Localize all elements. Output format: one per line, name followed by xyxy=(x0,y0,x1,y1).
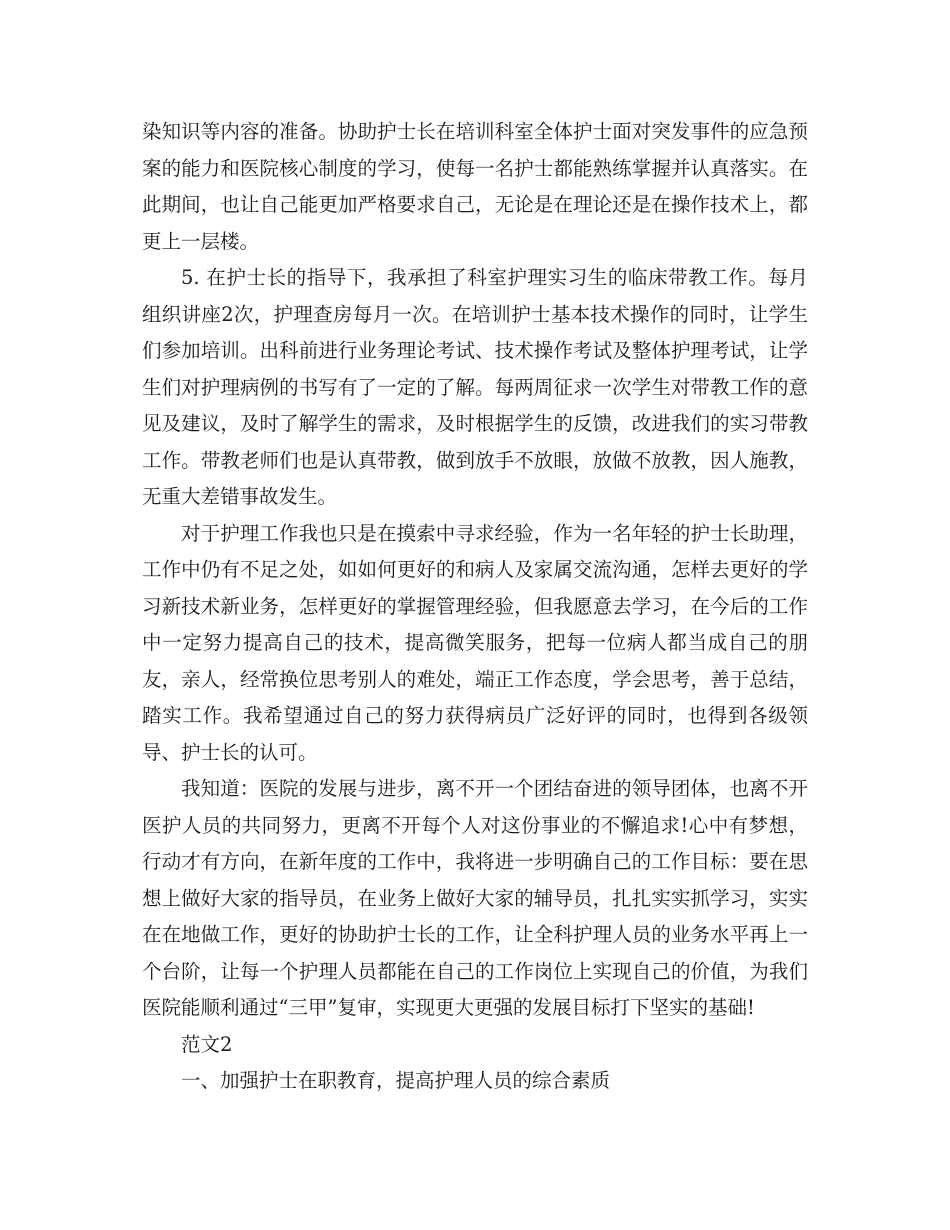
subheading-in-service-education: 一、加强护士在职教育，提高护理人员的综合素质 xyxy=(181,1069,611,1092)
paragraph-item-5: 5. 在护士长的指导下，我承担了科室护理实习生的临床带教工作。每月组织讲座2次，护理查房每月一次。在培训护士基本技术操作的同时，让学生们参加培训。出科前进行业务理论考试、技术操作考试及整体护理考试，让学生们对护理病例的书写有了一定的了解。每两周征求一次学生对带教工作的意见及建议，及时了解学生的需求，及时根据学生的反馈，改进我们的实习带教工作。带教老师们也是认真带教，做到放手不放眼，放做不放教，因人施教，无重大差错事故发生。 xyxy=(142,266,808,508)
paragraph-continuation: 染知识等内容的准备。协助护士长在培训科室全体护士面对突发事件的应急预案的能力和医院核心制度的学习，使每一名护士都能熟练掌握并认真落实。在此期间，也让自己能更加严格要求自己，无论是在理论还是在操作技术上，都更上一层楼。 xyxy=(142,120,808,253)
paragraph-reflection: 对于护理工作我也只是在摸索中寻求经验，作为一名年轻的护士长助理，工作中仍有不足之处，如如何更好的和病人及家属交流沟通，怎样去更好的学习新技术新业务，怎样更好的掌握管理经验，但我愿意去学习，在今后的工作中一定努力提高自己的技术，提高微笑服务，把每一位病人都当成自己的朋友，亲人，经常换位思考别人的难处，端正工作态度，学会思考，善于总结，踏实工作。我希望通过自己的努力获得病员广泛好评的同时，也得到各级领导、护士长的认可。 xyxy=(142,521,808,764)
document-body xyxy=(142,114,808,1100)
section-heading-sample-2: 范文2 xyxy=(181,1032,233,1056)
paragraph-goals: 我知道：医院的发展与进步，离不开一个团结奋进的领导团体，也离不开医护人员的共同努力，更离不开每个人对这份事业的不懈追求!心中有梦想，行动才有方向，在新年度的工作中，我将进一步明确自己的工作目标：要在思想上做好大家的指导员，在业务上做好大家的辅导员，扎扎实实抓学习，实实在在地做工作，更好的协助护士长的工作，让全科护理人员的业务水平再上一个台阶，让每一个护理人员都能在自己的工作岗位上实现自己的价值，为我们医院能顺利通过“三甲”复审，实现更大更强的发展目标打下坚实的基础! xyxy=(142,777,808,1019)
